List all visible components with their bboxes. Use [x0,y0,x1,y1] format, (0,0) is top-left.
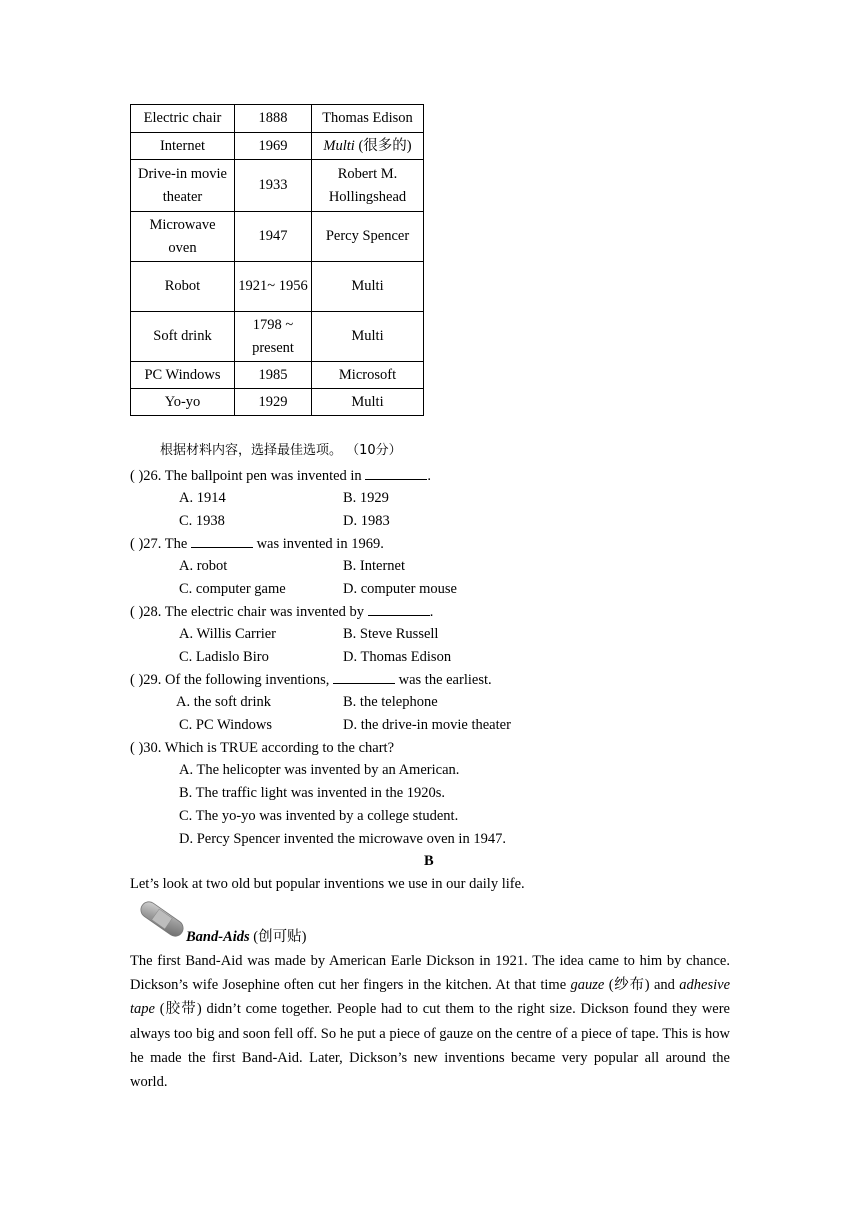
option: C. Ladislo Biro [179,649,269,665]
table-cell: Percy Spencer [312,212,424,262]
table-row [131,105,424,133]
bandaid-title-en: Band-Aids [186,929,250,945]
table-cell: Soft drink [131,312,235,362]
para-gauze: gauze [570,977,605,994]
section-intro: Let’s look at two old but popular inventions we use in our daily life. [130,876,525,892]
option: C. The yo-yo was invented by a college student. [179,808,459,824]
multi-italic: Multi [323,137,355,154]
table-row [131,212,424,262]
option: C. computer game [179,581,286,597]
option: B. the telephone [343,694,438,710]
question-text: ( )28. The electric chair was invented by [130,604,368,620]
section-heading: B [424,853,434,869]
para-tape: adhesive tape [130,977,731,1018]
table-row [131,262,424,312]
table-cell: Thomas Edison [312,105,424,133]
option: A. 1914 [179,490,226,506]
table-cell: Multi [312,262,424,312]
para-part: (纱布) and [604,977,680,994]
option: A. Willis Carrier [179,626,277,642]
table-cell: Multi [312,312,424,362]
option: D. computer mouse [343,581,457,597]
table-cell: Robert M. Hollingshead [312,160,424,212]
question-29 [130,670,492,690]
option: A. The helicopter was invented by an American. [179,762,460,778]
question-text: ( )26. The ballpoint pen was invented in [130,468,366,484]
option: D. Thomas Edison [343,649,452,665]
question-30: ( )30. Which is TRUE according to the chart? [130,740,395,756]
option: D. Percy Spencer invented the microwave oven in 1947. [179,831,506,847]
answer-blank [368,602,430,616]
option: D. 1983 [343,513,390,529]
table-cell: 1985 [235,362,312,389]
option: C. 1938 [179,513,225,529]
question-suffix: was invented in 1969. [252,536,384,552]
question-suffix: was the earliest. [394,672,492,688]
instruction: 根据材料内容，选择最佳选项。 （10分） [160,443,402,458]
inventions-table [130,104,424,416]
para-part: The first Band-Aid was made by American Earle Dickson in 1921. The idea came to him by chance. Dickson’s wife Josephine often cut her fingers in the kitchen. At that time [130,953,730,994]
table-cell: Microsoft [312,362,424,389]
table-cell: 1933 [235,160,312,212]
question-27 [130,534,384,554]
bandaid-paragraph [130,949,730,1094]
answer-blank [333,670,395,684]
option: A. the soft drink [176,694,272,710]
question-28 [130,602,433,622]
question-26 [130,466,431,486]
option: B. 1929 [343,490,389,506]
option: D. the drive-in movie theater [343,717,511,733]
table-row [131,133,424,160]
table-cell: Electric chair [131,105,235,133]
table-cell: Robot [131,262,235,312]
table-row [131,312,424,362]
table-row [131,160,424,212]
table-cell: PC Windows [131,362,235,389]
question-suffix: . [429,604,434,620]
para-part: (胶带) didn’t come together. People had to cut them to the right size. Dickson found they were always too big and soon fell off. So he put a piece of gauze on the centre of a piece of tape. This is how he made the first Band-Aid. Later, Dickson’s new inventions became very popular all around the world. [130,1001,730,1091]
table-cell: 1921~ 1956 [235,262,312,312]
bandaid-title [186,927,306,947]
option: B. Steve Russell [343,626,439,642]
bandaid-title-cn: (创可贴) [249,929,307,945]
table-cell: 1969 [235,133,312,160]
table-cell: Microwave oven [131,212,235,262]
answer-blank [191,534,253,548]
table-cell: 1947 [235,212,312,262]
option: C. PC Windows [179,717,273,733]
table-cell: 1888 [235,105,312,133]
option: B. Internet [343,558,406,574]
option: B. The traffic light was invented in the 1920s. [179,785,446,801]
bandaid-icon [134,896,190,942]
table-cell [312,133,424,160]
table-row [131,389,424,416]
question-text: ( )27. The [130,536,191,552]
question-suffix: . [427,468,431,484]
table-cell: Multi [312,389,424,416]
question-text: ( )29. Of the following inventions, [130,672,333,688]
answer-blank [365,466,427,480]
table-cell: Drive-in movie theater [131,160,235,212]
table-cell: 1929 [235,389,312,416]
option: A. robot [179,558,228,574]
multi-cn: (很多的) [354,137,412,154]
table-cell: Internet [131,133,235,160]
table-cell: Yo-yo [131,389,235,416]
table-row [131,362,424,389]
table-cell: 1798 ~ present [235,312,312,362]
